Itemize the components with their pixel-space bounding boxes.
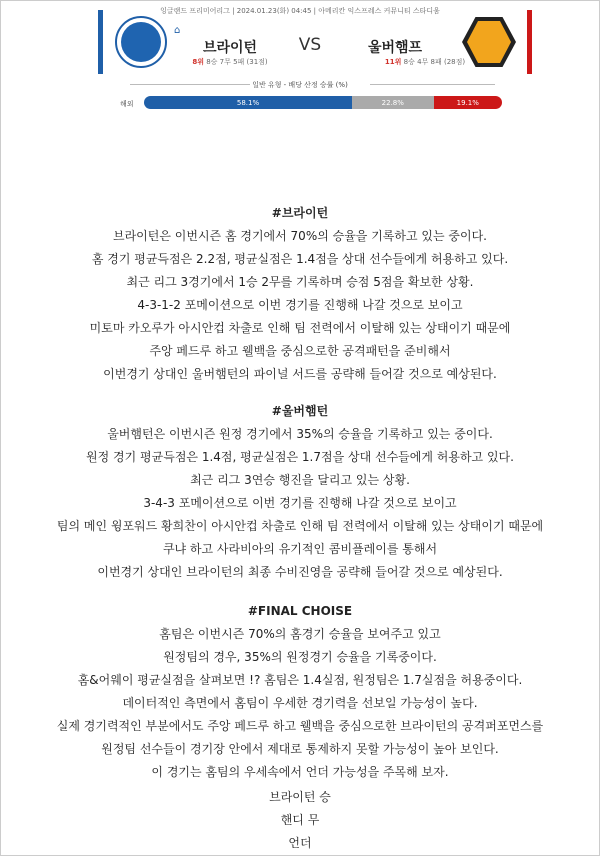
text-line: 원정 경기 평균득점은 1.4점, 평균실점은 1.7점을 상대 선수들에게 허용하고 있다. (86, 450, 514, 464)
text-line: 최근 리그 3경기에서 1승 2무를 기록하며 승점 5점을 확보한 상황. (126, 275, 474, 289)
text-line: 이번경기 상대인 브라이턴의 최종 수비진영을 공략해 들어갈 것으로 예상된다. (97, 565, 503, 579)
text-line: 데이터적인 측면에서 홈팀이 우세한 경기력을 선보일 가능성이 높다. (122, 696, 478, 710)
away-record-text: 8승 4무 8패 (28점) (403, 58, 466, 66)
text-line: 쿠냐 하고 사라비아의 유기적인 콤비플레이를 통해서 (162, 542, 438, 556)
probability-bar (144, 96, 502, 109)
text-line: 울버햄턴은 이번시즌 원정 경기에서 35%의 승율을 기록하고 있는 중이다. (107, 427, 493, 441)
home-color-bar (98, 10, 103, 74)
pick-item: 언더 (288, 836, 312, 850)
home-record (175, 57, 285, 67)
text-line: 원정팀 선수들이 경기장 안에서 제대로 통제하지 못할 가능성이 높아 보인다. (101, 742, 499, 756)
home-icon: ⌂ (174, 25, 181, 36)
away-color-bar (527, 10, 532, 74)
probability-segment: 22.8% (352, 96, 434, 109)
home-rank: 8위 (192, 58, 204, 66)
pick-item: 브라이턴 승 (269, 790, 331, 804)
text-line: 홈팀은 이번시즌 70%의 홈경기 승율을 보여주고 있고 (159, 627, 441, 641)
text-line: 이 경기는 홈팀의 우세속에서 언더 가능성을 주목해 보자. (151, 765, 449, 779)
text-line: 원정팀의 경우, 35%의 원정경기 승율을 기록중이다. (163, 650, 437, 664)
section-brighton (0, 202, 600, 386)
section-title: #FINAL CHOISE (247, 604, 353, 618)
text-line: 홈&어웨이 평균실점을 살펴보면 !? 홈팀은 1.4실점, 원정팀은 1.7실점을 허용중이다. (77, 673, 523, 687)
text-line: 팀의 메인 윙포워드 황희찬이 아시안컵 차출로 인해 팀 전력에서 이탈해 있는 상태이기 때문에 (56, 519, 544, 533)
match-header (0, 0, 600, 125)
section-final (0, 600, 600, 784)
text-line: 실제 경기력적인 부분에서도 주앙 페드루 하고 웰백을 중심으로한 브라이턴의 공격퍼포먼스를 (56, 719, 544, 733)
section-title: #울버햄턴 (271, 404, 329, 418)
text-line: 3-4-3 포메이션으로 이번 경기를 진행해 나갈 것으로 보이고 (143, 496, 457, 510)
pick-item: 핸디 무 (280, 813, 320, 827)
text-line: 브라이턴은 이번시즌 홈 경기에서 70%의 승율을 기록하고 있는 중이다. (113, 229, 487, 243)
text-line: 주앙 페드루 하고 웰백을 중심으로한 공격패턴을 준비해서 (149, 344, 451, 358)
home-team-name: 브라이턴 (202, 40, 258, 56)
away-record (365, 57, 485, 67)
picks (0, 786, 600, 855)
probability-title: 일반 유형 - 배당 산정 승률 (%) (252, 81, 348, 89)
away-rank: 11위 (384, 58, 402, 66)
away-team-name: 울버햄프 (367, 40, 423, 56)
text-line: 이번경기 상대인 울버햄턴의 파이널 서드를 공략해 들어갈 것으로 예상된다. (103, 367, 497, 381)
text-line: 미토마 카오루가 아시안컵 차출로 인해 팀 전력에서 이탈해 있는 상태이기 때문에 (89, 321, 511, 335)
text-line: 홈 경기 평균득점은 2.2점, 평균실점은 1.4점을 상대 선수들에게 허용하고 있다. (91, 252, 509, 266)
brighton-logo (115, 16, 167, 68)
section-wolves (0, 400, 600, 584)
match-info: 잉글랜드 프리미어리그 | 2024.01.23(화) 04:45 | 아메리칸 익스프레스 커뮤니티 스타디움 (160, 7, 440, 15)
vs-label: VS (298, 35, 322, 55)
section-title: #브라이턴 (271, 206, 329, 220)
text-line: 최근 리그 3연승 행진을 달리고 있는 상황. (190, 473, 410, 487)
text-line: 4-3-1-2 포메이션으로 이번 경기를 진행해 나갈 것으로 보이고 (137, 298, 463, 312)
probability-segment: 58.1% (144, 96, 352, 109)
probability-label: 해외 (120, 100, 134, 108)
home-record-text: 8승 7무 5패 (31점) (206, 58, 268, 66)
probability-segment: 19.1% (434, 96, 502, 109)
